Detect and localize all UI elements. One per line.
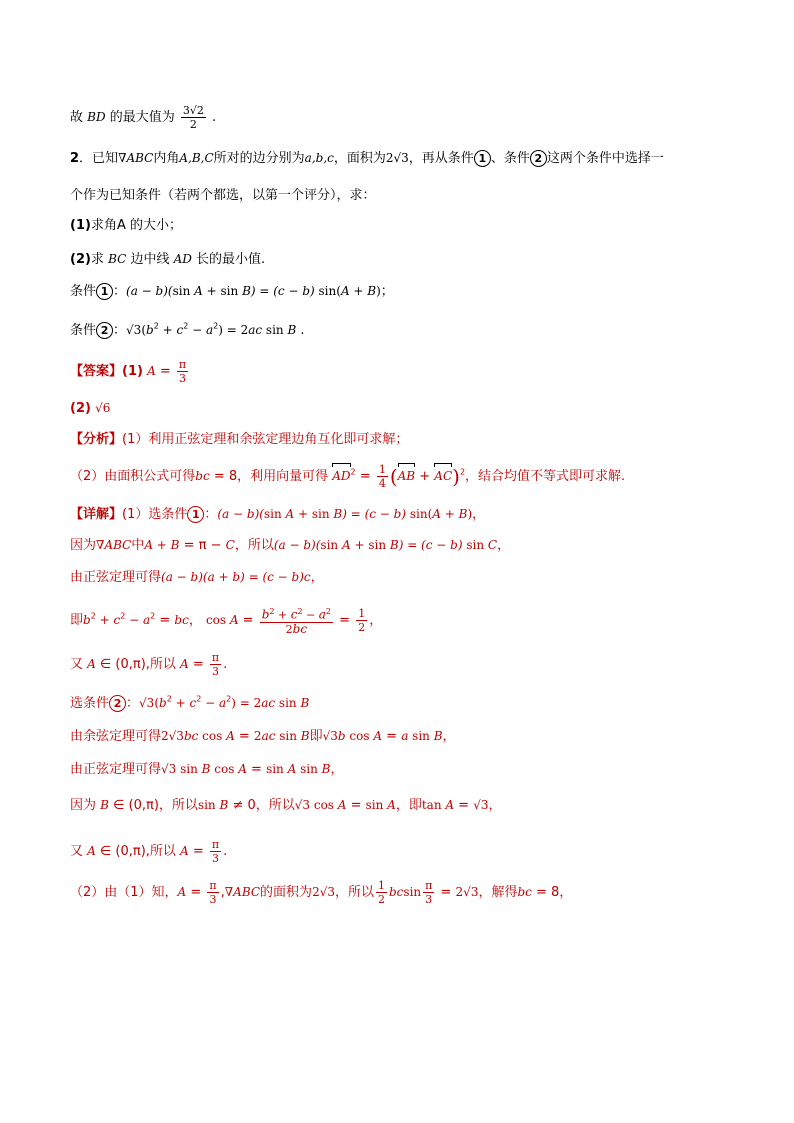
solution-line: 即$b^2 + c^2 - a^2$ = bc， cos A = $\frac{b^2 + c^2 - a^2}{2bc}$ = $\frac{1}{2}$ ， <box>70 606 383 636</box>
text-line: (1)求角A 的大小； <box>70 218 182 233</box>
line-text: 个作为已知条件（若两个都选，以第一个评分），求： <box>70 188 376 203</box>
text-line: 条件 2 ：$√3(b^2 + c^2 - a^2) = 2ac$ sin B . <box>70 322 305 339</box>
solution-line: 选条件 2 ：$√3(b^2 + c^2 - a^2) = 2ac$ sin B <box>70 695 310 712</box>
analysis-line: （2）由面积公式可得bc = 8，利用向量可得 $AD^2$ = $\frac{1}{4}$ (AB + AC)$^2$，结合均值不等式即可求解. <box>70 463 626 491</box>
solution-line: 因为 B ∈ (0,π)，所以sin B ≠ 0，所以√3 cos A = sin A，即tan A = √3， <box>70 798 502 813</box>
solution-line: 因为∇ABC中A + B = π − C，所以(a − b)(sin A + sin B) = (c − b) sin C， <box>70 538 511 553</box>
question-line: 2．已知∇ABC内角A,B,C所对的边分别为a,b,c，面积为2√3，再从条件 1 、条件 2 这两个条件中选择一 <box>70 151 664 166</box>
solution-line: 由正弦定理可得(a − b)(a + b) = (c − b)c， <box>70 570 324 585</box>
solution-line: 由正弦定理可得√3 sin B cos A = sin A sin B， <box>70 762 344 777</box>
text-line: 条件 1 ：(a − b)(sin A + sin B) = (c − b) sin(A + B)； <box>70 284 394 299</box>
solution-line: 又 A ∈ (0,π),所以 A = $\frac{\pi}{3}$ . <box>70 651 228 678</box>
solution-line: 由余弦定理可得2√3bc cos A = 2ac sin B即√3b cos A = a sin B， <box>70 729 456 744</box>
solution-line: 又 A ∈ (0,π),所以 A = $\frac{\pi}{3}$ . <box>70 838 228 865</box>
solution-line: （2）由（1）知，A = $\frac{\pi}{3}$ ,∇ABC的面积为2√3，所以 $\frac{1}{2}$ bcsin $\frac{\pi}{3}$ = 2√3，解得bc = 8， <box>70 879 573 906</box>
solution-line: 【详解】(1）选条件 1 ：(a − b)(sin A + sin B) = (c − b) sin(A + B)， <box>70 507 486 522</box>
analysis-line: 【分析】(1）利用正弦定理和余弦定理边角互化即可求解； <box>70 432 409 447</box>
answer-line: (2) √6 <box>70 401 111 416</box>
text-line: 故 BD 的最大值为 $\frac{3√2}{2}$ . <box>70 104 217 131</box>
text-line: (2)求 BC 边中线 AD 长的最小值. <box>70 252 266 267</box>
text-line <box>70 186 376 206</box>
answer-line: 【答案】(1) A = $\frac{\pi}{3}$ <box>70 358 187 385</box>
